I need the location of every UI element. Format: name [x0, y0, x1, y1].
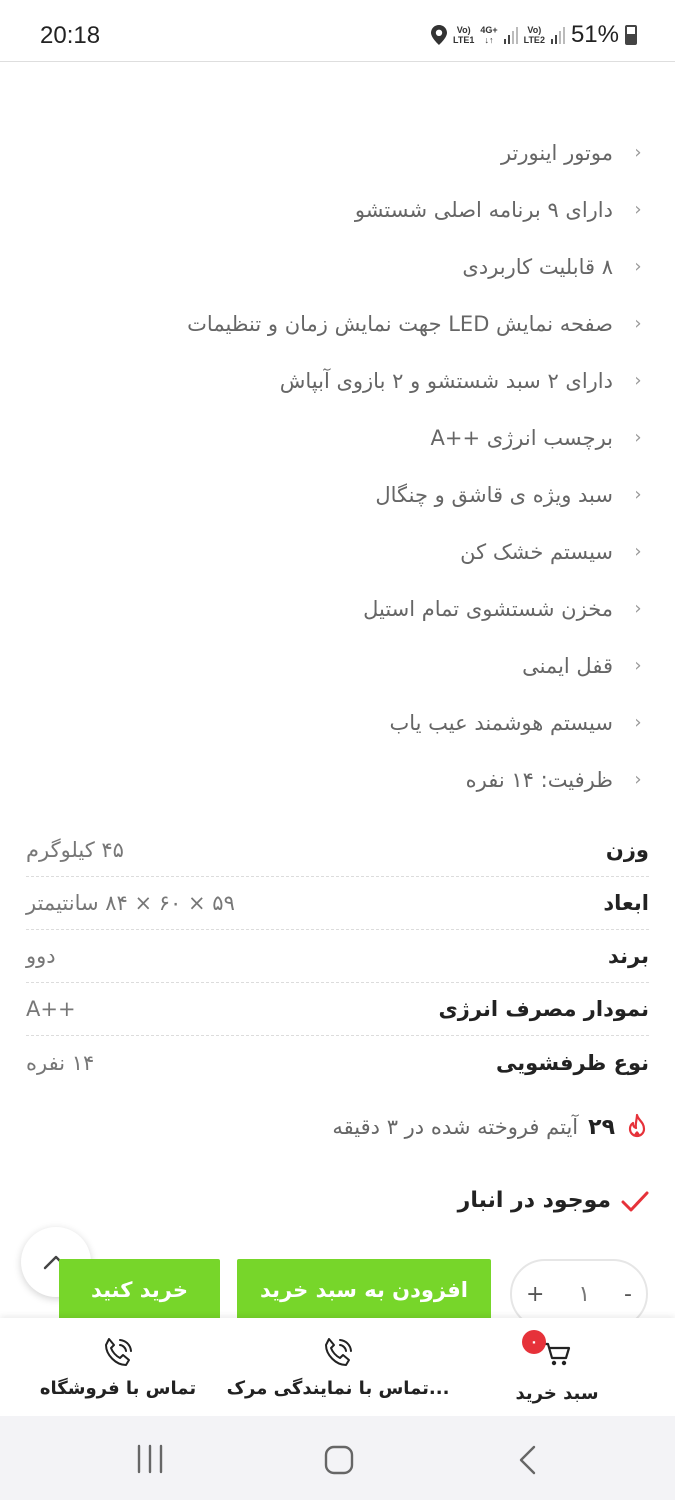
sold-text: آیتم فروخته شده در ۳ دقیقه	[332, 1115, 579, 1139]
attribute-value: ۴۵ کیلوگرم	[26, 838, 124, 862]
feature-item: ‹ سبد ویژه ی قاشق و چنگال	[19, 466, 649, 523]
attribute-value: ۵۹ × ۶۰ × ۸۴ سانتیمتر	[26, 891, 235, 915]
nav-label: تماس با نمایندگی مرک...	[226, 1378, 450, 1399]
chevron-left-icon: ‹	[634, 541, 642, 562]
nav-label: سبد خرید	[515, 1383, 599, 1404]
attribute-name: نمودار مصرف انرژی	[438, 997, 649, 1021]
nav-contact-store[interactable]	[39, 1336, 197, 1399]
qty-value[interactable]: ۱	[578, 1281, 591, 1307]
fire-icon	[625, 1113, 649, 1141]
signal-2-icon	[551, 26, 565, 44]
feature-item: ‹ برچسب انرژی ++A	[19, 409, 649, 466]
attribute-name: برند	[608, 944, 649, 968]
home-icon[interactable]	[323, 1444, 355, 1476]
phone-icon	[101, 1336, 135, 1370]
stock-status	[458, 1188, 649, 1213]
attribute-name: نوع ظرفشویی	[496, 1050, 649, 1075]
phone-icon	[321, 1336, 355, 1370]
location-icon	[431, 25, 447, 45]
attribute-value: دوو	[26, 944, 56, 968]
nav-contact-agent[interactable]	[226, 1336, 450, 1399]
bottom-nav	[0, 1318, 675, 1416]
chevron-left-icon: ‹	[634, 769, 642, 790]
nav-cart[interactable]	[515, 1334, 599, 1404]
feature-item: ‹ ظرفیت: ۱۴ نفره	[19, 751, 649, 808]
feature-item: ‹ سیستم خشک کن	[19, 523, 649, 580]
battery-icon	[625, 25, 637, 45]
signal-1-icon	[504, 26, 518, 44]
sim1-indicator: Vo) LTE1	[453, 25, 475, 45]
sim2-indicator: Vo) LTE2	[523, 25, 545, 45]
status-time: 20:18	[40, 22, 101, 49]
feature-list	[19, 124, 649, 808]
feature-item: ‹ دارای ۲ سبد شستشو و ۲ بازوی آبپاش	[19, 352, 649, 409]
check-icon	[621, 1190, 649, 1212]
attributes-table	[26, 824, 649, 1089]
feature-item: ‹ قفل ایمنی	[19, 637, 649, 694]
back-icon[interactable]	[516, 1444, 540, 1476]
attribute-row	[26, 983, 649, 1036]
attribute-row	[26, 930, 649, 983]
chevron-left-icon: ‹	[634, 484, 642, 505]
feature-item: ‹ سیستم هوشمند عیب یاب	[19, 694, 649, 751]
chevron-left-icon: ‹	[634, 142, 642, 163]
feature-item: ‹ ۸ قابلیت کاربردی	[19, 238, 649, 295]
qty-minus-button[interactable]: -	[624, 1281, 632, 1307]
sold-count: ۲۹	[588, 1114, 615, 1140]
recents-icon[interactable]	[134, 1444, 166, 1474]
status-bar	[0, 0, 675, 62]
feature-item: ‹ موتور اینورتر	[19, 124, 649, 181]
chevron-left-icon: ‹	[634, 256, 642, 277]
attribute-row	[26, 824, 649, 877]
chevron-left-icon: ‹	[634, 427, 642, 448]
chevron-left-icon: ‹	[634, 313, 642, 334]
stock-label: موجود در انبار	[457, 1188, 611, 1213]
chevron-left-icon: ‹	[634, 598, 642, 619]
feature-item: ‹ مخزن شستشوی تمام استیل	[19, 580, 649, 637]
chevron-left-icon: ‹	[634, 199, 642, 220]
chevron-left-icon: ‹	[634, 370, 642, 391]
status-icons	[431, 20, 637, 50]
qty-plus-button[interactable]: +	[526, 1281, 545, 1307]
chevron-left-icon: ‹	[634, 655, 642, 676]
feature-item: ‹ صفحه نمایش LED جهت نمایش زمان و تنظیمات	[19, 295, 649, 352]
chevron-left-icon: ‹	[634, 712, 642, 733]
system-nav-bar	[0, 1416, 675, 1500]
attribute-row	[26, 877, 649, 930]
battery-percent: 51%	[570, 21, 619, 48]
cart-icon-wrap	[530, 1334, 574, 1375]
nav-label: تماس با فروشگاه	[39, 1378, 197, 1399]
attribute-value: ۱۴ نفره	[26, 1050, 95, 1075]
add-to-cart-button[interactable]: افزودن به سبد خرید	[237, 1259, 491, 1321]
attribute-row	[26, 1036, 649, 1089]
attribute-value: A++	[26, 997, 76, 1021]
attribute-name: ابعاد	[603, 891, 649, 915]
cart-badge: ۰	[522, 1330, 546, 1354]
network-type: 4G+ ↓↑	[480, 25, 498, 45]
attribute-name: وزن	[605, 838, 649, 862]
buy-now-button[interactable]: خرید کنید	[59, 1259, 220, 1321]
feature-item: ‹ دارای ۹ برنامه اصلی شستشو	[19, 181, 649, 238]
sold-counter	[332, 1113, 649, 1141]
